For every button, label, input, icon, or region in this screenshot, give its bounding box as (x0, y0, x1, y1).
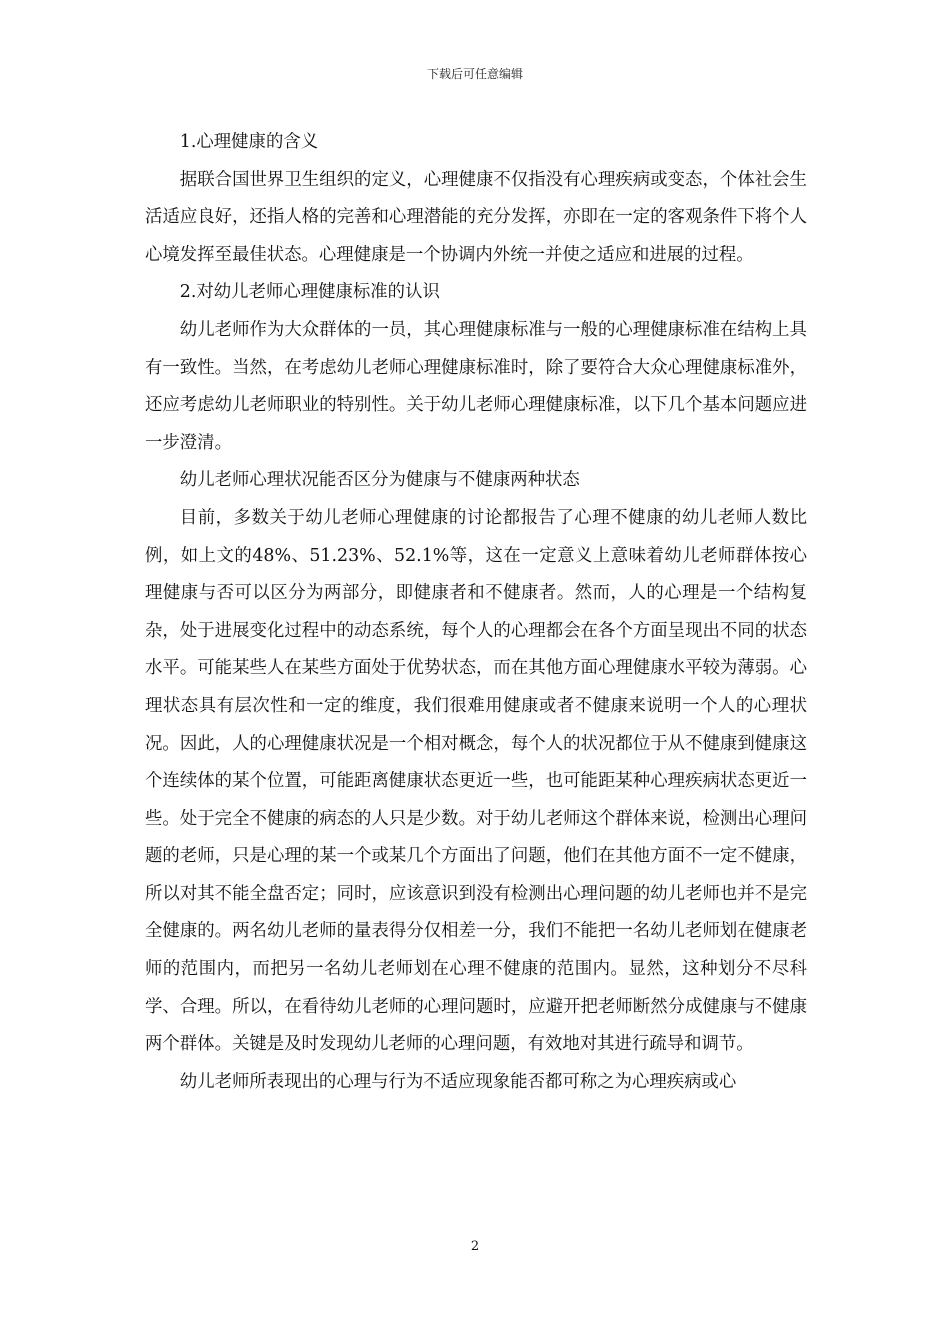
section-heading-2: 2.对幼儿老师心理健康标准的认识 (179, 282, 440, 303)
body-paragraph: 目前，多数关于幼儿老师心理健康的讨论都报告了心理不健康的幼儿老师人数比例，如上文的48%、51.23%、52.1%等，这在一定意义上意味着幼儿老师群体按心理健康与否可以区分为两部分，即健康者和不健康者。然而，人的心理是一个结构复杂，处于进展变化过程中的动态系统，每个人的心理都会在各个方面呈现出不同的状态水平。可能某些人在某些方面处于优势状态，而在其他方面心理健康水平较为薄弱。心理状态具有层次性和一定的维度，我们很难用健康或者不健康来说明一个人的心理状况。因此，人的心理健康状况是一个相对概念，每个人的状况都位于从不健康到健康这个连续体的某个位置，可能距离健康状态更近一些，也可能距某种心理疾病状态更近一些。处于完全不健康的病态的人只是少数。对于幼儿老师这个群体来说，检测出心理问题的老师，只是心理的某一个或某几个方面出了问题，他们在其他方面不一定不健康，所以对其不能全盘否定；同时，应该意识到没有检测出心理问题的幼儿老师也并不是完全健康的。两名幼儿老师的量表得分仅相差一分，我们不能把一名幼儿老师划在健康老师的范围内，而把另一名幼儿老师划在心理不健康的范围内。显然，这种划分不尽科学、合理。所以，在看待幼儿老师的心理问题时，应避开把老师断然分成健康与不健康两个群体。关键是及时发现幼儿老师的心理问题，有效地对其进行疏导和调节。 (145, 507, 807, 1055)
page-header: 下载后可任意编辑 (426, 67, 523, 81)
page-content (145, 124, 807, 1101)
section-heading-1: 1.心理健康的含义 (179, 132, 319, 152)
body-paragraph: 幼儿老师作为大众群体的一员，其心理健康标准与一般的心理健康标准在结构上具有一致性。当然，在考虑幼儿老师心理健康标准时，除了要符合大众心理健康标准外，还应考虑幼儿老师职业的特别性。关于幼儿老师心理健康标准，以下几个基本问题应进一步澄清。 (145, 319, 807, 453)
body-paragraph: 据联合国世界卫生组织的定义，心理健康不仅指没有心理疾病或变态，个体社会生活适应良好，还指人格的完善和心理潜能的充分发挥，亦即在一定的客观条件下将个人心境发挥至最佳状态。心理健康是一个协调内外统一并使之适应和进展的过程。 (145, 169, 807, 265)
subsection-heading: 幼儿老师心理状况能否区分为健康与不健康两种状态 (179, 470, 580, 491)
page-number: 2 (470, 1239, 480, 1254)
body-paragraph: 幼儿老师所表现出的心理与行为不适应现象能否都可称之为心理疾病或心 (179, 1071, 737, 1092)
